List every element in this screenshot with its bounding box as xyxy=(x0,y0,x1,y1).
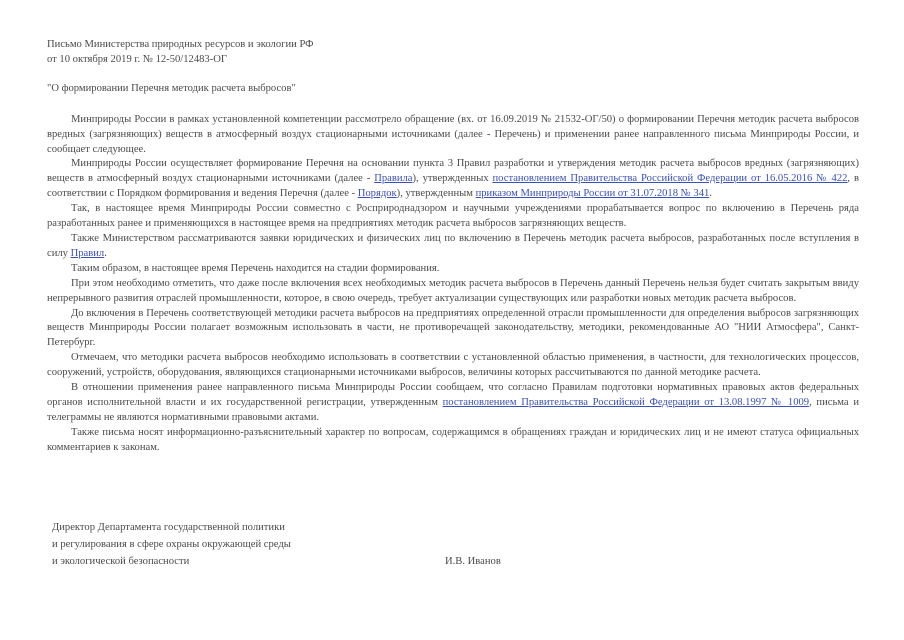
paragraph-text: Также письма носят информационно-разъяснительный характер по вопросам, содержащимся в обращениях граждан и юридических лиц и не имеют статуса официальных комментариев к законам. xyxy=(47,426,859,453)
letter-paragraph xyxy=(47,426,859,456)
letter-header-line-1: Письмо Министерства природных ресурсов и экологии РФ xyxy=(47,39,314,50)
letter-header-line-2: от 10 октября 2019 г. № 12-50/12483-ОГ xyxy=(47,53,228,65)
document-reference-link[interactable]: приказом Минприроды России от 31.07.2018 № 341 xyxy=(475,188,710,200)
document-reference-link[interactable]: Порядок xyxy=(357,188,397,200)
letter-paragraph xyxy=(47,307,859,352)
paragraph-text: ), утвержденных xyxy=(412,173,493,185)
signature-block xyxy=(52,519,852,570)
document-reference-link[interactable]: постановлением Правительства Российской Федерации от 16.05.2016 № 422 xyxy=(492,173,848,185)
letter-paragraph xyxy=(47,113,859,158)
letter-body xyxy=(47,38,859,456)
letter-paragraph xyxy=(47,351,859,381)
paragraph-text: ), утвержденным xyxy=(396,188,476,200)
paragraph-text: . xyxy=(709,188,712,200)
paragraph-text: Минприроды России в рамках установленной компетенции рассмотрело обращение (вх. от 16.09.2019 № 21532-ОГ/50) о формировании Перечня методик расчета выбросов вредных (загрязняющих) веществ в атмосферный воздух стационарными источниками (далее - Перечень) и применении ранее направленного письма Минприроды России, и сообщает следующее. xyxy=(47,113,859,155)
letter-paragraph xyxy=(47,202,859,232)
paragraph-text: Отмечаем, что методики расчета выбросов необходимо использовать в соответствии с установленной областью применения, в частности, для технологических процессов, сооружений, устройств, оборудования, являющихся стационарными источниками выбросов, величины которых рассчитываются по данной методике расчета. xyxy=(47,352,859,379)
letter-paragraph xyxy=(47,277,859,307)
paragraph-text: , письма и телеграммы не являются нормативными правовыми актами. xyxy=(47,396,859,423)
paragraph-text: . xyxy=(104,247,107,259)
document-reference-link[interactable]: Правила xyxy=(374,173,413,185)
letter-paragraphs xyxy=(47,113,859,456)
letter-paragraph xyxy=(47,157,859,202)
paragraph-text: Таким образом, в настоящее время Перечень находится на стадии формирования. xyxy=(71,262,440,274)
paragraph-text: Минприроды России осуществляет формирование Перечня на основании пункта 3 Правил разработки и утверждения методик расчета выбросов вредных (загрязняющих) веществ в атмосферный воздух стационарными источниками (далее - xyxy=(47,158,859,185)
paragraph-text: В отношении применения ранее направленного письма Минприроды России сообщаем, что согласно Правилам подготовки нормативных правовых актов федеральных органов исполнительной власти и их государственной регистрации, утвержденным xyxy=(47,382,859,408)
document-reference-link[interactable]: постановлением Правительства Российской Федерации от 13.08.1997 № 1009 xyxy=(442,396,810,408)
paragraph-text: Так, в настоящее время Минприроды России совместно с Росприроднадзором и научными учреждениями прорабатывается вопрос по включению в Перечень ряда разработанных ранее и применяющихся в настоящее время на предприятиях методик расчета выбросов загрязняющих веществ. xyxy=(47,203,859,230)
paragraph-text: Также Министерством рассматриваются заявки юридических и физических лиц по включению в Перечень методик расчета выбросов, разработанных после вступления в силу xyxy=(47,232,859,259)
signatory-name: И.В. Иванов xyxy=(445,556,501,567)
letter-subject: "О формировании Перечня методик расчета выбросов" xyxy=(47,82,296,94)
letter-paragraph xyxy=(47,381,859,426)
document-reference-link[interactable]: Правил xyxy=(70,247,105,259)
paragraph-text: До включения в Перечень соответствующей методики расчета выбросов на предприятиях определенной отрасли промышленности для определения выбросов загрязняющих веществ Минприроды России полагает возможным использовать в части, не противоречащей законодательству, методики, рекомендованные АО "НИИ Атмосфера", Санкт-Петербург. xyxy=(47,307,859,349)
signature-title-line-2: и регулирования в сфере охраны окружающей среды xyxy=(52,539,291,550)
letter-paragraph xyxy=(47,232,859,262)
signature-title-line-3: и экологической безопасности xyxy=(52,556,190,567)
paragraph-text: При этом необходимо отметить, что даже после включения всех необходимых методик расчета выбросов в Перечень данный Перечень нельзя будет считать закрытым ввиду непрерывного развития отраслей промышленности, которое, в свою очередь, требует актуализации существующих или разработки новых методик расчета выбросов. xyxy=(47,277,859,304)
paragraph-text: , в соответствии с Порядком формирования и ведения Перечня (далее - xyxy=(47,173,859,200)
signature-title-line-1: Директор Департамента государственной политики xyxy=(52,522,285,533)
letter-paragraph xyxy=(47,262,859,277)
